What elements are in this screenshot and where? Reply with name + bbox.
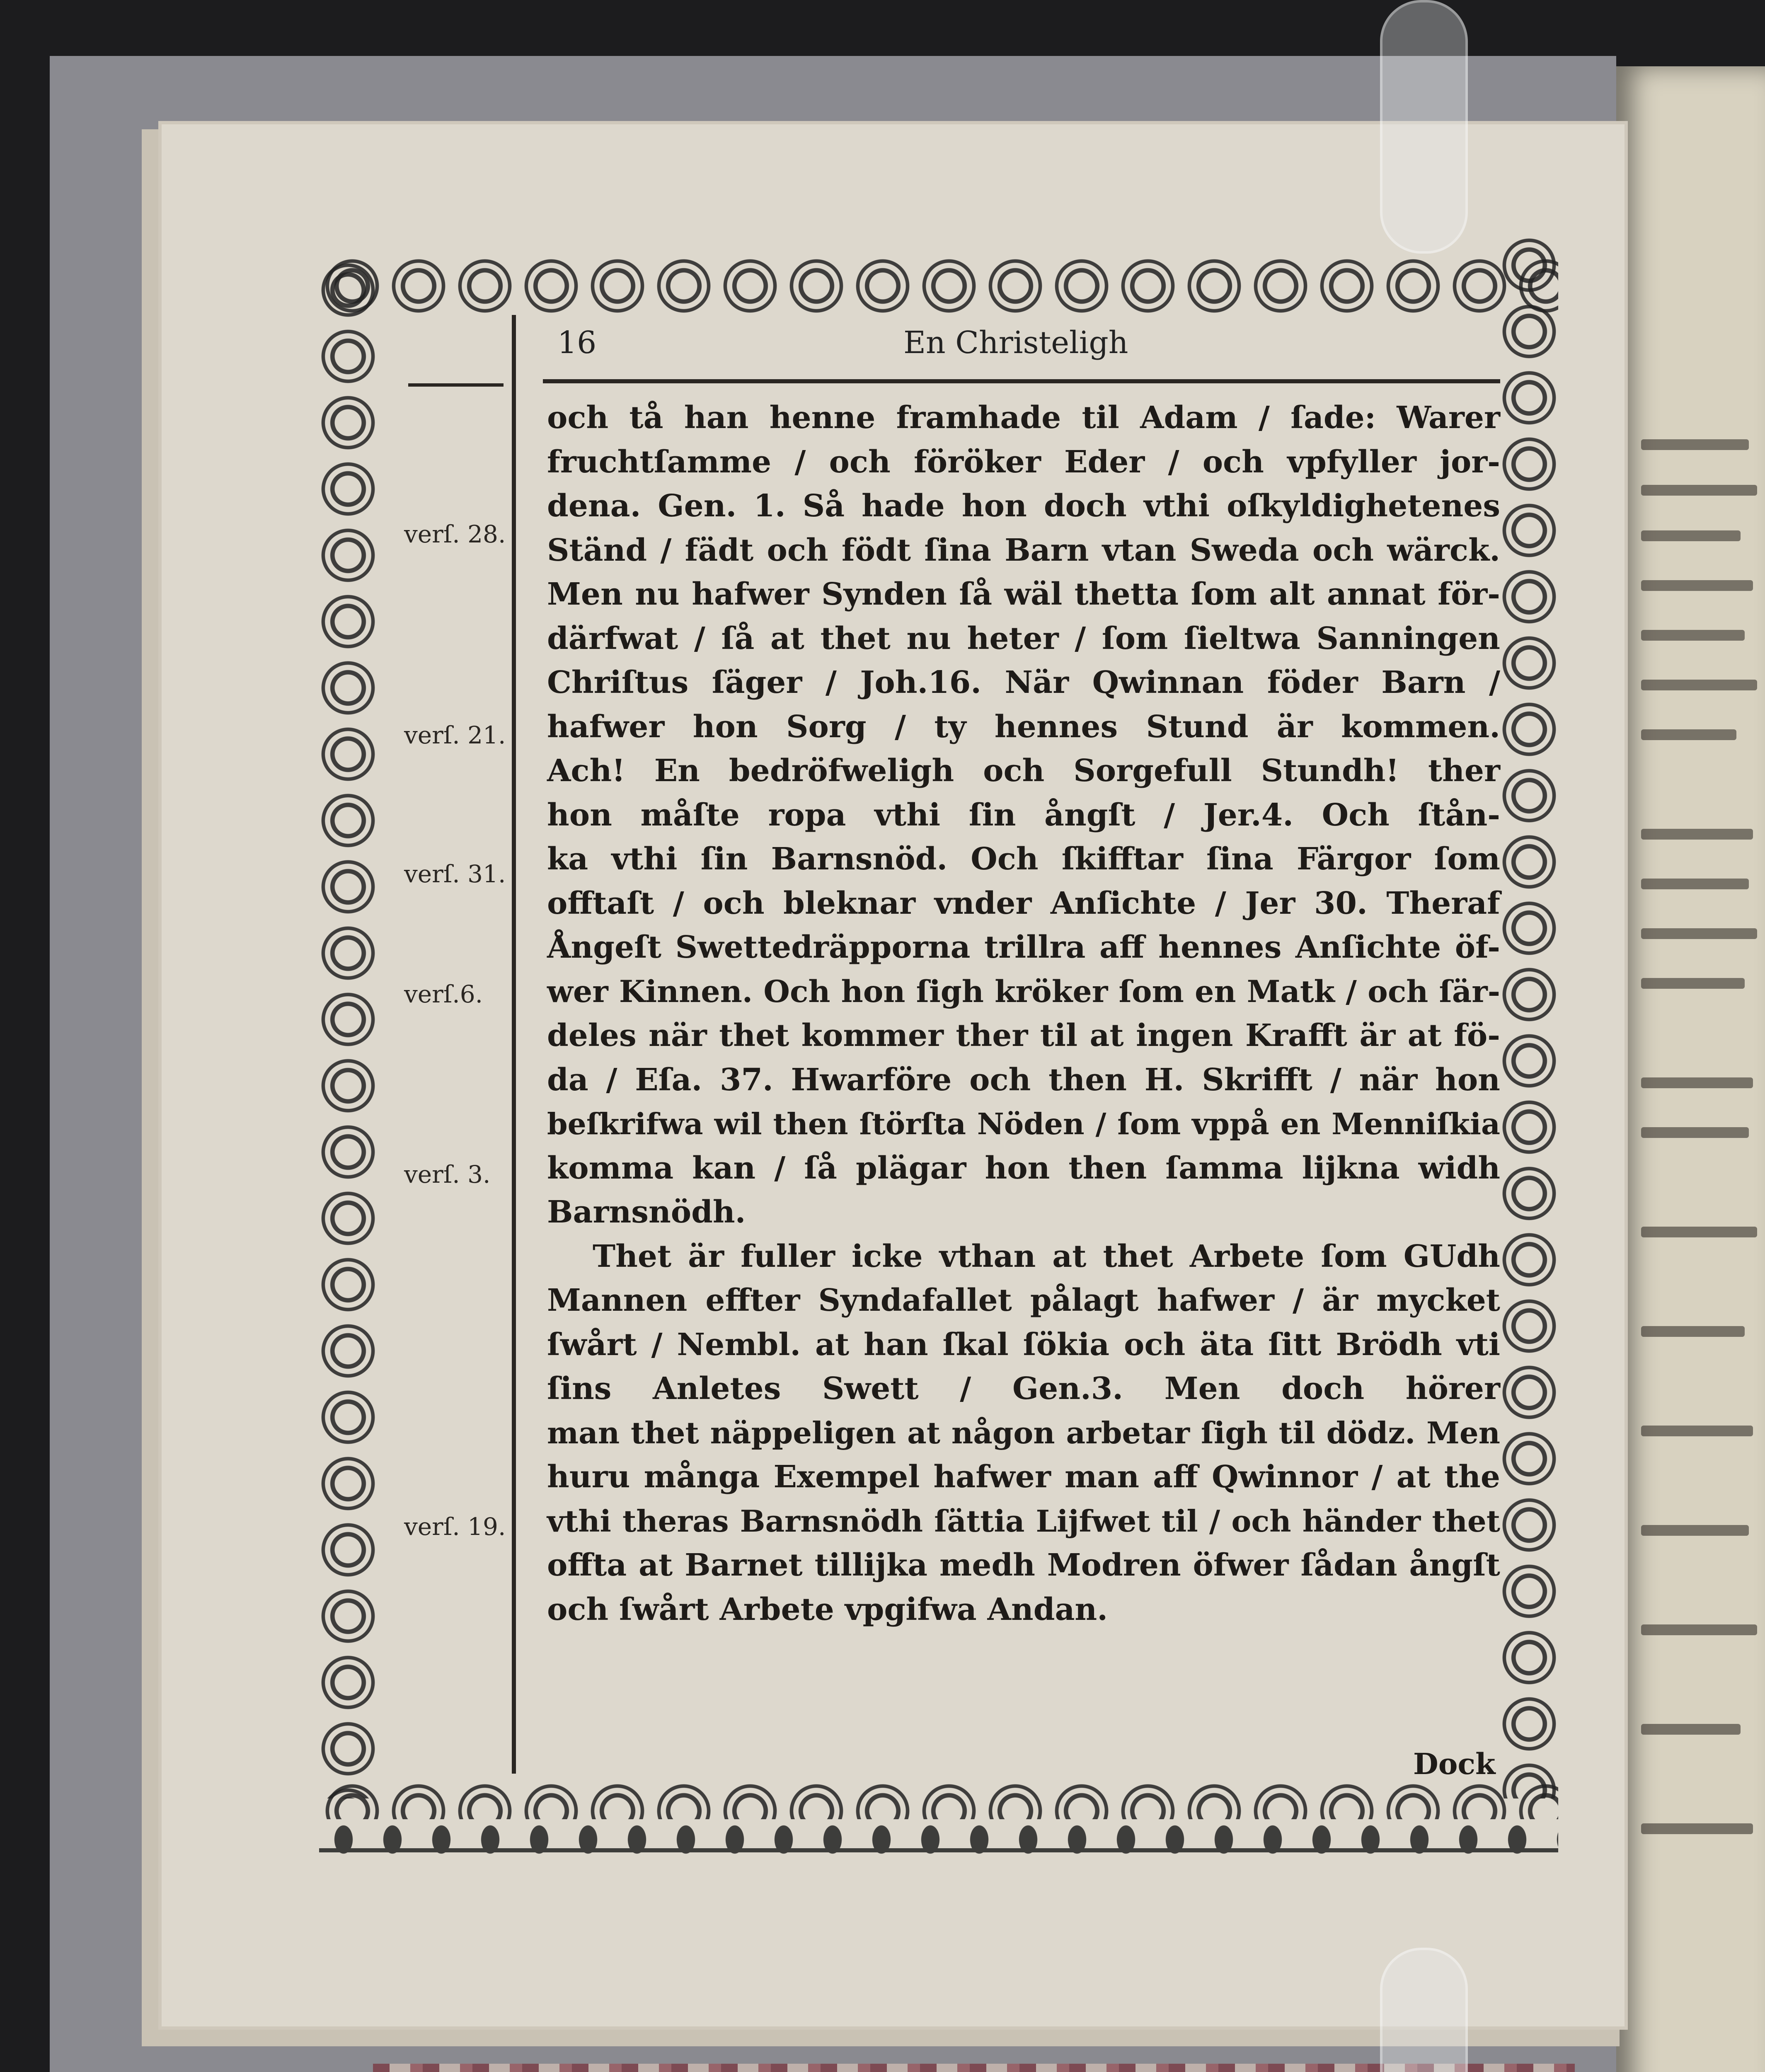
text-line: offtaſt / och bleknar vnder Anſichte / Jer 30. Theraf xyxy=(547,885,1500,921)
text-line: Ångeſt Swettedräpporna trillra aff hennes Anſichte öf- xyxy=(547,929,1500,965)
right-ornament-border xyxy=(1500,232,1558,1798)
top-ornament-border xyxy=(319,257,1558,315)
text-line: ſins Anletes Swett / Gen.3. Men doch hörer xyxy=(547,1371,1500,1406)
text-line: och tå han henne framhade til Adam / ſade: Warer xyxy=(547,400,1500,436)
text-line: fruchtſamme / och föröker Eder / och vpfyller jor- xyxy=(547,444,1500,480)
text-line: Ach! En bedröfweligh och Sorgefull Stundh! ther xyxy=(547,753,1500,789)
margin-note: verſ. 19. xyxy=(404,1513,506,1541)
running-head: En Christeligh xyxy=(903,325,1128,361)
text-line: Mannen effter Syndafallet pålagt hafwer / är mycket xyxy=(547,1283,1500,1318)
body-text xyxy=(547,396,1500,1631)
left-ornament-border xyxy=(319,257,377,1798)
text-line: ka vthi ſin Barnsnöd. Och ſkifftar ſina Färgor ſom xyxy=(547,841,1500,877)
text-line: komma kan / ſå plägar hon then ſamma lijkna widh xyxy=(547,1150,1500,1186)
margin-short-rule xyxy=(408,383,504,387)
text-line: Chriſtus ſäger / Joh.16. När Qwinnan föder Barn / xyxy=(547,665,1500,700)
top-page-clip xyxy=(1380,0,1468,254)
text-line: beſkrifwa wil then ſtörſta Nöden / ſom vppå en Menniſkia xyxy=(547,1106,1500,1141)
text-line: dena. Gen. 1. Så hade hon doch vthi oſkyldighetenes xyxy=(547,488,1500,524)
catchword: Dock xyxy=(1413,1747,1496,1781)
text-line: Barnsnödh. xyxy=(547,1194,746,1230)
text-line: hon måſte ropa vthi ſin ångſt / Jer.4. Och ſtån- xyxy=(547,797,1500,833)
margin-note: verſ. 21. xyxy=(404,721,506,749)
text-line: därfwat / ſå at thet nu heter / ſom ſieltwa Sanningen xyxy=(547,620,1500,656)
text-line: wer Kinnen. Och hon ſigh kröker ſom en Matk / och ſär- xyxy=(547,973,1500,1009)
bottom-page-clip xyxy=(1380,1948,1468,2072)
margin-note: verſ. 31. xyxy=(404,860,506,888)
margin-note: verſ. 3. xyxy=(404,1160,491,1188)
text-line: man thet näppeligen at någon arbetar ſigh til dödz. Men xyxy=(547,1415,1500,1450)
text-line: vthi theras Barnsnödh ſättia Lijfwet til / och händer thet xyxy=(547,1503,1500,1539)
text-line: Men nu hafwer Synden ſå wäl thetta ſom alt annat för- xyxy=(547,576,1500,612)
text-line: ſwårt / Nembl. at han ſkal ſökia och äta ſitt Brödh vti xyxy=(547,1326,1500,1363)
margin-note: verſ. 28. xyxy=(404,520,506,548)
text-line: Thet är fuller icke vthan at thet Arbete ſom GUdh xyxy=(593,1238,1500,1274)
facing-page xyxy=(1616,66,1765,2072)
footer-ornament-row xyxy=(319,1823,1558,1877)
bottom-ornament-border xyxy=(319,1782,1558,1819)
margin-divider xyxy=(512,315,516,1774)
text-line: och ſwårt Arbete vpgifwa Andan. xyxy=(547,1591,1108,1627)
header-rule xyxy=(543,379,1500,383)
text-line: deles när thet kommer ther til at ingen Krafft är at fö- xyxy=(547,1018,1500,1053)
text-line: offta at Barnet tillijka medh Modren öfwer ſådan ångſt xyxy=(547,1547,1500,1583)
text-line: Ständ / fädt och födt ſina Barn vtan Sweda och wärck. xyxy=(547,532,1500,568)
text-line: huru många Exempel hafwer man aff Qwinnor / at the xyxy=(547,1459,1500,1495)
text-line: da / Eſa. 37. Hwarföre och then H. Skrifft / när hon xyxy=(547,1062,1500,1098)
page-number: 16 xyxy=(557,325,597,361)
text-line: hafwer hon Sorg / ty hennes Stund är kommen. xyxy=(547,709,1500,745)
margin-note: verſ.6. xyxy=(404,980,483,1008)
